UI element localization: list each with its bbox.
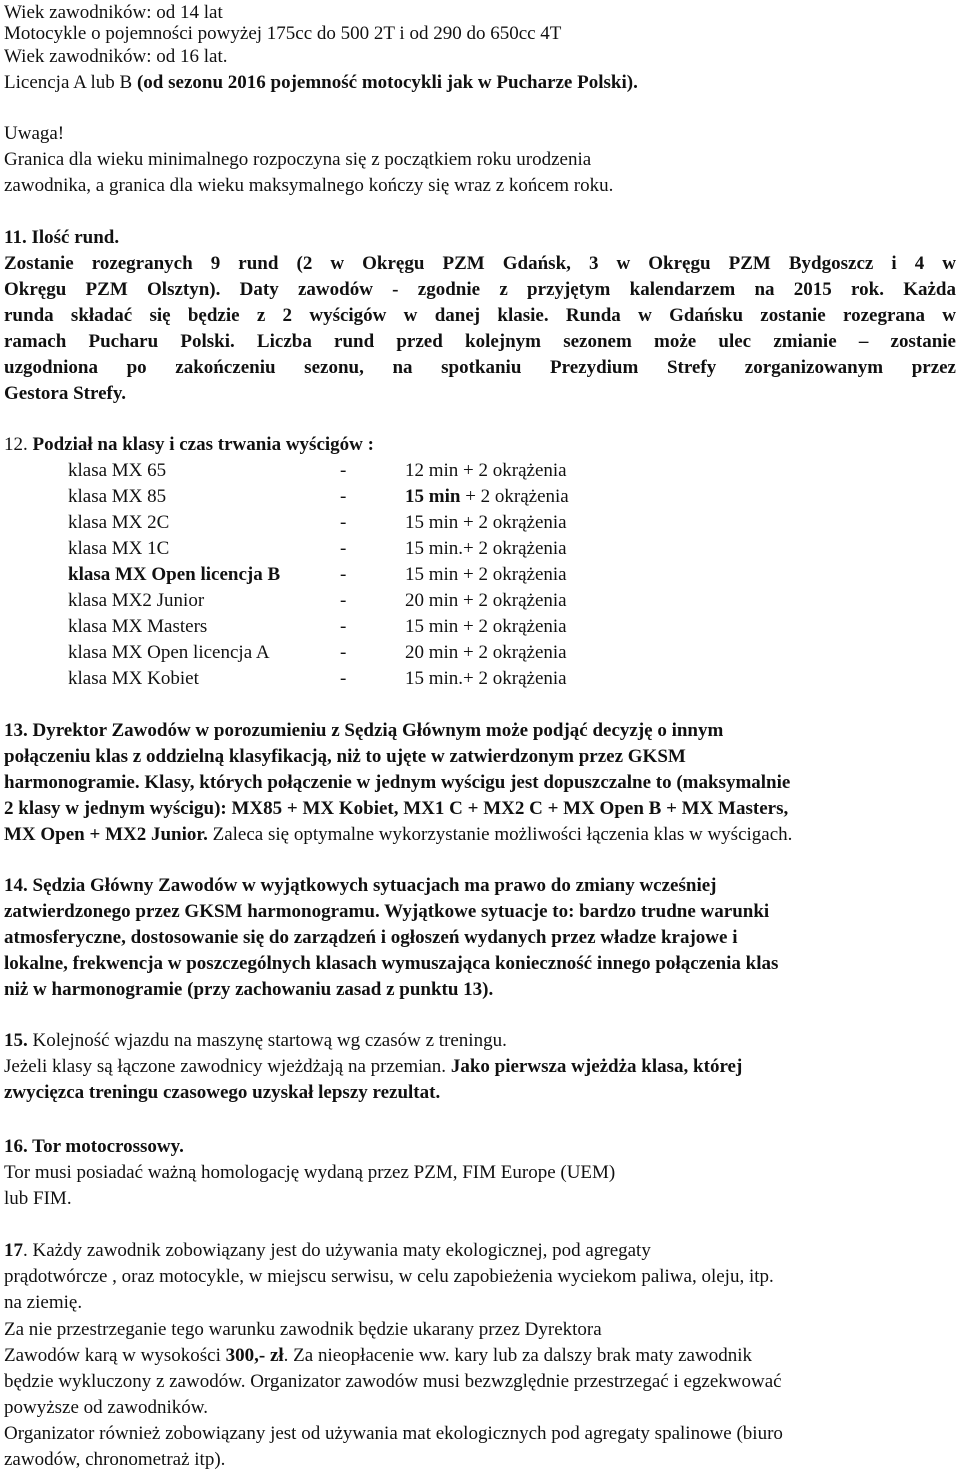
class-name: klasa MX2 Junior <box>68 590 205 611</box>
class-duration: 20 min + 2 okrążenia <box>405 642 567 663</box>
section-11-line-4: ramach Pucharu Polski. Liczba rund przed kolejnym sezonem może ulec zmianie – zostanie <box>4 331 956 352</box>
section-13-classes: MX Open + MX2 Junior. <box>4 824 213 845</box>
class-name: klasa MX Masters <box>68 616 208 637</box>
section-13-line-4: 2 klasy w jednym wyścigu): MX85 + MX Kobiet, MX1 C + MX2 C + MX Open B + MX Masters, <box>4 798 789 819</box>
section-16-number: 16 <box>4 1136 23 1157</box>
section-12-number: 12. <box>4 434 33 455</box>
section-15-line-1 <box>4 1028 507 1054</box>
section-14-line-1: 14. Sędzia Główny Zawodów w wyjątkowych sytuacjach ma prawo do zmiany wcześniej <box>4 875 717 896</box>
uwaga-line-2: zawodnika, a granica dla wieku maksymalnego kończy się wraz z końcem roku. <box>4 175 614 196</box>
section-11-line-1: Zostanie rozegranych 9 rund (2 w Okręgu PZM Gdańsk, 3 w Okręgu PZM Bydgoszcz i 4 w <box>4 253 956 274</box>
penalty-amount: 300,- zł <box>225 1345 284 1366</box>
class-duration: 15 min + 2 okrążenia <box>405 564 567 585</box>
section-13-recommendation: Zaleca się optymalne wykorzystanie możliwości łączenia klas w wyścigach. <box>212 824 793 845</box>
section-13-line-1: 13. Dyrektor Zawodów w porozumieniu z Sędzią Głównym może podjąć decyzję o innym <box>4 720 724 741</box>
section-17-line-4: Za nie przestrzeganie tego warunku zawodnik będzie ukarany przez Dyrektora <box>4 1319 602 1340</box>
class-name: klasa MX 65 <box>68 460 167 481</box>
section-17-text: . Każdy zawodnik zobowiązany jest do używania maty ekologicznej, pod agregaty <box>23 1240 651 1261</box>
class-dash: - <box>340 590 347 611</box>
section-11-line-3: runda składać się będzie z 2 wyścigów w danej klasie. Runda w Gdańsku zostanie rozegrana w <box>4 305 956 326</box>
class-duration: 15 min.+ 2 okrążenia <box>405 668 567 689</box>
class-duration <box>405 484 569 510</box>
age-line-16: Wiek zawodników: od 16 lat. <box>4 46 228 67</box>
section-17-number: 17 <box>4 1240 23 1261</box>
section-14-line-4: lokalne, frekwencja w poszczególnych klasach wymuszająca konieczność innego połączenia klas <box>4 953 779 974</box>
license-line <box>4 70 638 96</box>
section-12-title: Podział na klasy i czas trwania wyścigów : <box>32 434 374 455</box>
section-14-line-2: zatwierdzonego przez GKSM harmonogramu. Wyjątkowe sytuacje to: bardzo trudne warunki <box>4 901 770 922</box>
section-12-heading <box>4 432 374 458</box>
section-15-line-3: zwycięzca treningu czasowego uzyskał lepszy rezultat. <box>4 1082 441 1103</box>
section-17-line-2: prądotwórcze , oraz motocykle, w miejscu serwisu, w celu zapobieżenia wyciekom paliwa, oleju, itp. <box>4 1266 774 1287</box>
section-17-line-5 <box>4 1343 752 1369</box>
section-15-number: 15. <box>4 1030 28 1051</box>
section-17-line-8: Organizator również zobowiązany jest od używania mat ekologicznych pod agregaty spalinowe (biuro <box>4 1423 783 1444</box>
section-17-line-9: zawodów, chronometraż itp). <box>4 1449 226 1470</box>
section-14-line-5: niż w harmonogramie (przy zachowaniu zasad z punktu 13). <box>4 979 494 1000</box>
class-dash: - <box>340 512 347 533</box>
section-15-line-2 <box>4 1054 742 1080</box>
section-13-line-2: połączeniu klas z oddzielną klasyfikacją, niż to ujęte w zatwierdzonym przez GKSM <box>4 746 686 767</box>
class-dash: - <box>340 668 347 689</box>
section-16-title: . Tor motocrossowy. <box>23 1136 184 1157</box>
section-11-line-6: Gestora Strefy. <box>4 383 127 404</box>
section-17-line-1 <box>4 1238 651 1264</box>
class-name: klasa MX 1C <box>68 538 170 559</box>
class-duration: 12 min + 2 okrążenia <box>405 460 567 481</box>
section-16-line-2: lub FIM. <box>4 1188 72 1209</box>
age-line-14: Wiek zawodników: od 14 lat <box>4 2 223 23</box>
section-16-line-1: Tor musi posiadać ważną homologację wydaną przez PZM, FIM Europe (UEM) <box>4 1162 616 1183</box>
section-16-heading <box>4 1134 184 1160</box>
section-17-line-6: będzie wykluczony z zawodów. Organizator zawodów musi bezwzględnie przestrzegać i egzekwować <box>4 1371 782 1392</box>
class-duration: 20 min + 2 okrążenia <box>405 590 567 611</box>
section-15-first-class: Jako pierwsza wjeżdża klasa, której <box>450 1056 743 1077</box>
uwaga-heading: Uwaga! <box>4 123 65 144</box>
class-name: klasa MX Open licencja B <box>68 564 281 585</box>
section-13-line-3: harmonogramie. Klasy, których połączenie w jednym wyścigu jest dopuszczalne to (maksymalnie <box>4 772 791 793</box>
penalty-text: Zawodów karą w wysokości <box>4 1345 226 1366</box>
class-duration: 15 min + 2 okrążenia <box>405 512 567 533</box>
class-duration: 15 min + 2 okrążenia <box>405 616 567 637</box>
section-11-line-2: Okręgu PZM Olsztyn). Daty zawodów - zgodnie z przyjętym kalendarzem na 2015 rok. Każda <box>4 279 956 300</box>
section-14-line-3: atmosferyczne, dostosowanie się do zarządzeń i ogłoszeń wydanych przez władze krajowe i <box>4 927 738 948</box>
class-dash: - <box>340 486 347 507</box>
class-dash: - <box>340 564 347 585</box>
section-11-heading: 11. Ilość rund. <box>4 227 120 248</box>
section-17-line-3: na ziemię. <box>4 1292 83 1313</box>
license-text: Licencja A lub B <box>4 72 137 93</box>
section-17-line-7: powyższe od zawodników. <box>4 1397 209 1418</box>
section-11-line-5: uzgodniona po zakończeniu sezonu, na spotkaniu Prezydium Strefy zorganizowanym przez <box>4 357 956 378</box>
class-name: klasa MX 2C <box>68 512 170 533</box>
class-name: klasa MX 85 <box>68 486 167 507</box>
class-dash: - <box>340 616 347 637</box>
engine-capacity-line: Motocykle o pojemności powyżej 175cc do 500 2T i od 290 do 650cc 4T <box>4 23 562 44</box>
class-duration-time: 15 min <box>405 486 461 507</box>
class-dash: - <box>340 460 347 481</box>
penalty-continued: . Za nieopłacenie ww. kary lub za dalszy brak maty zawodnik <box>283 1345 752 1366</box>
class-name: klasa MX Open licencja A <box>68 642 270 663</box>
class-name: klasa MX Kobiet <box>68 668 199 689</box>
uwaga-line-1: Granica dla wieku minimalnego rozpoczyna się z początkiem roku urodzenia <box>4 149 592 170</box>
class-duration-laps: + 2 okrążenia <box>460 486 569 507</box>
section-15-text: Kolejność wjazdu na maszynę startową wg czasów z treningu. <box>27 1030 507 1051</box>
section-15-merged-classes: Jeżeli klasy są łączone zawodnicy wjeżdżają na przemian. <box>4 1056 451 1077</box>
class-dash: - <box>340 538 347 559</box>
class-dash: - <box>340 642 347 663</box>
license-note: (od sezonu 2016 pojemność motocykli jak w Pucharze Polski). <box>136 72 638 93</box>
section-13-line-5 <box>4 822 792 848</box>
class-duration: 15 min.+ 2 okrążenia <box>405 538 567 559</box>
